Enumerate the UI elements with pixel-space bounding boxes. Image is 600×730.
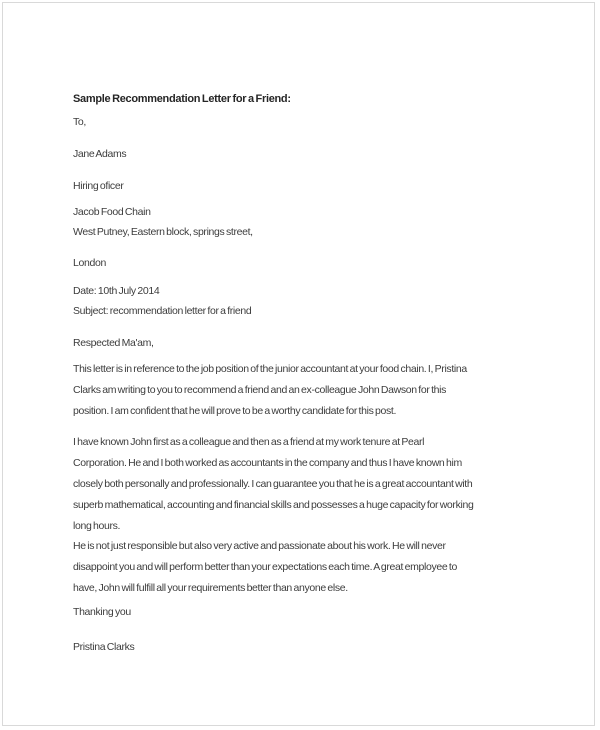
signature: Pristina Clarks bbox=[73, 641, 135, 653]
paragraph-3 bbox=[73, 536, 457, 599]
paragraph-line: superb mathematical, accounting and financial skills and possesses a huge capacity for working bbox=[73, 499, 474, 511]
date-line: Date: 10th July 2014 bbox=[73, 285, 160, 297]
subject-line: Subject: recommendation letter for a friend bbox=[73, 305, 252, 317]
paragraph-line: I have known John first as a colleague and then as a friend at my work tenure at Pearl bbox=[73, 436, 425, 448]
to-line: To, bbox=[73, 116, 86, 128]
paragraph-line: Corporation. He and I both worked as accountants in the company and thus I have known him bbox=[73, 457, 462, 469]
paragraph-line: have, John will fulfill all your requirements better than anyone else. bbox=[73, 582, 348, 594]
paragraph-line: long hours. bbox=[73, 520, 121, 532]
paragraph-2 bbox=[73, 432, 473, 537]
paragraph-line: disappoint you and will perform better than your expectations each time. A great employee to bbox=[73, 561, 457, 573]
paragraph-line: position. I am confident that he will prove to be a worthy candidate for this post. bbox=[73, 405, 397, 417]
city-line: London bbox=[73, 257, 106, 269]
paragraph-1 bbox=[73, 359, 467, 422]
recipient-name: Jane Adams bbox=[73, 148, 127, 160]
letter-page bbox=[2, 2, 595, 726]
greeting: Respected Ma'am, bbox=[73, 337, 154, 349]
closing: Thanking you bbox=[73, 606, 131, 618]
paragraph-line: closely both personally and professionally. I can guarantee you that he is a great accountant with bbox=[73, 478, 473, 490]
recipient-title: Hiring oficer bbox=[73, 180, 124, 192]
address-line: West Putney, Eastern block, springs street, bbox=[73, 226, 253, 238]
paragraph-line: He is not just responsible but also very active and passionate about his work. He will never bbox=[73, 540, 446, 552]
paragraph-line: Clarks am writing to you to recommend a friend and an ex-colleague John Dawson for this bbox=[73, 384, 447, 396]
letter-title: Sample Recommendation Letter for a Friend: bbox=[73, 93, 291, 105]
company-name: Jacob Food Chain bbox=[73, 206, 151, 218]
paragraph-line: This letter is in reference to the job position of the junior accountant at your food chain. I, Pristina bbox=[73, 363, 467, 375]
